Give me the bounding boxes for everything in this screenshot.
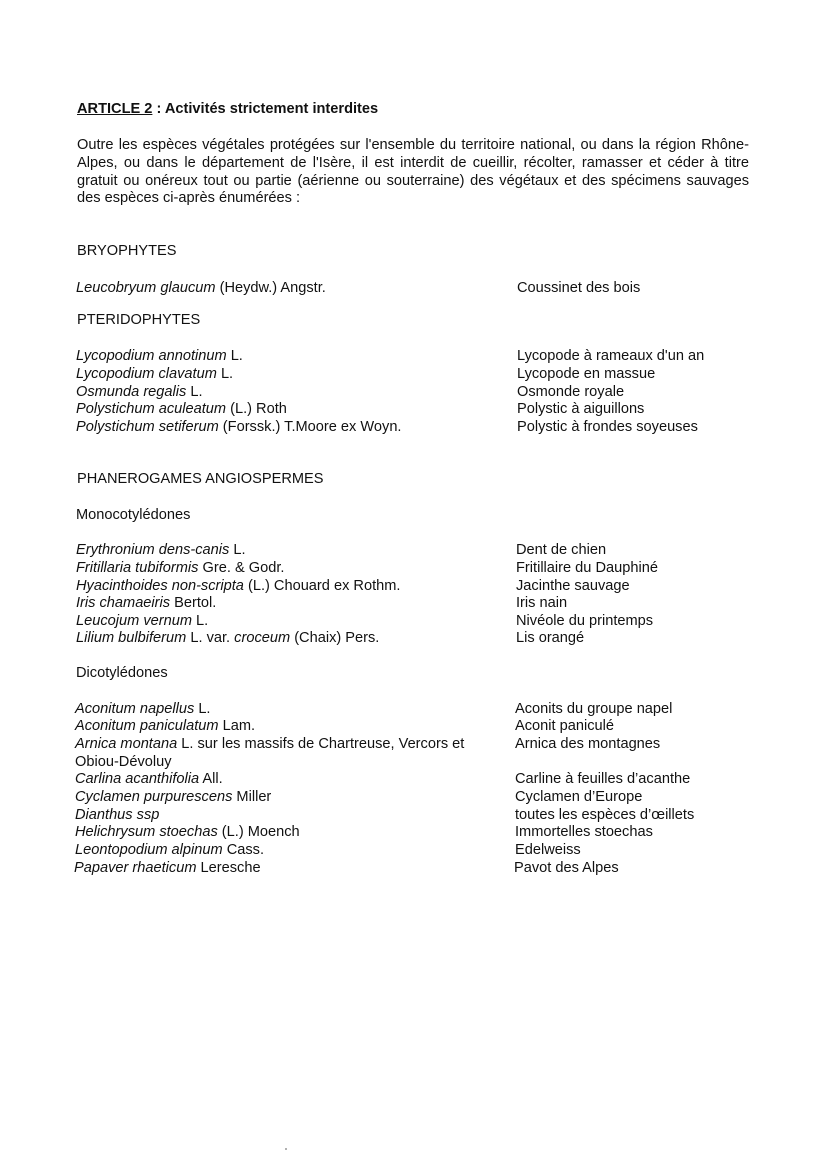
species-latin: Polystichum setiferum (Forssk.) T.Moore ex Woyn. (76, 419, 402, 435)
species-latin: Carlina acanthifolia All. (75, 771, 223, 787)
species-common: Pavot des Alpes (514, 860, 619, 876)
species-latin: Aconitum paniculatum Lam. (75, 718, 256, 734)
species-common: Carline à feuilles d’acanthe (515, 771, 691, 787)
species-common: Immortelles stoechas (515, 824, 653, 840)
species-common: Nivéole du printemps (516, 613, 654, 629)
subsection-monocots: Monocotylédones (76, 507, 191, 523)
section-bryophytes: BRYOPHYTES (77, 243, 177, 259)
species-common: Dent de chien (516, 542, 607, 558)
species-latin: Aconitum napellus L. (75, 701, 211, 717)
species-latin: Arnica montana L. sur les massifs de Chartreuse, Vercors et Obiou-Dévoluy (75, 736, 465, 770)
species-common: Fritillaire du Dauphiné (516, 560, 658, 576)
species-common: Lycopode en massue (517, 366, 656, 382)
intro-paragraph: Outre les espèces végétales protégées sur l'ensemble du territoire national, ou dans la région Rhône-Alpes, ou dans le département de l'Isère, il est interdit de cueillir, récolter, ramasser et céder à titre gratuit ou onéreux tout ou partie (aérienne ou souterraine) des végétaux et des spécimens sauvages des espèces ci-après énumérées : (77, 137, 749, 207)
section-phanerogames: PHANEROGAMES ANGIOSPERMES (77, 471, 324, 487)
species-latin: Leucobryum glaucum (Heydw.) Angstr. (76, 280, 326, 296)
species-common: Lis orangé (516, 630, 585, 646)
species-common: Polystic à frondes soyeuses (517, 419, 698, 435)
species-latin: Lycopodium annotinum L. (76, 348, 243, 364)
species-common: Polystic à aiguillons (517, 401, 645, 417)
species-latin: Helichrysum stoechas (L.) Moench (75, 824, 300, 840)
species-latin: Osmunda regalis L. (76, 384, 203, 400)
section-pteridophytes: PTERIDOPHYTES (77, 312, 201, 328)
species-common: Edelweiss (515, 842, 581, 858)
species-latin: Lilium bulbiferum L. var. croceum (Chaix) Pers. (76, 630, 380, 646)
species-latin: Dianthus ssp (75, 807, 160, 823)
species-common: Osmonde royale (517, 384, 625, 400)
species-common: Coussinet des bois (517, 280, 641, 296)
species-common: Iris nain (516, 595, 568, 611)
species-common: Aconit paniculé (515, 718, 614, 734)
species-common: toutes les espèces d’œillets (515, 807, 695, 823)
article-number: ARTICLE 2 (77, 101, 153, 117)
species-common: Lycopode à rameaux d'un an (517, 348, 705, 364)
species-latin: Fritillaria tubiformis Gre. & Godr. (76, 560, 285, 576)
species-latin: Papaver rhaeticum Leresche (74, 860, 261, 876)
page-speck (285, 1148, 287, 1150)
species-latin: Leontopodium alpinum Cass. (75, 842, 265, 858)
species-common: Aconits du groupe napel (515, 701, 673, 717)
species-latin: Leucojum vernum L. (76, 613, 209, 629)
species-latin: Iris chamaeiris Bertol. (76, 595, 217, 611)
species-common: Cyclamen d’Europe (515, 789, 643, 805)
species-common: Arnica des montagnes (515, 736, 661, 752)
species-latin: Lycopodium clavatum L. (76, 366, 234, 382)
species-latin: Hyacinthoides non-scripta (L.) Chouard ex Rothm. (76, 578, 401, 594)
species-latin: Erythronium dens-canis L. (76, 542, 246, 558)
species-latin: Cyclamen purpurescens Miller (75, 789, 272, 805)
subsection-dicots: Dicotylédones (76, 665, 168, 681)
species-common: Jacinthe sauvage (516, 578, 630, 594)
species-latin: Polystichum aculeatum (L.) Roth (76, 401, 287, 417)
article-heading: ARTICLE 2 : Activités strictement interdites (77, 101, 379, 117)
article-title: Activités strictement interdites (164, 101, 379, 117)
